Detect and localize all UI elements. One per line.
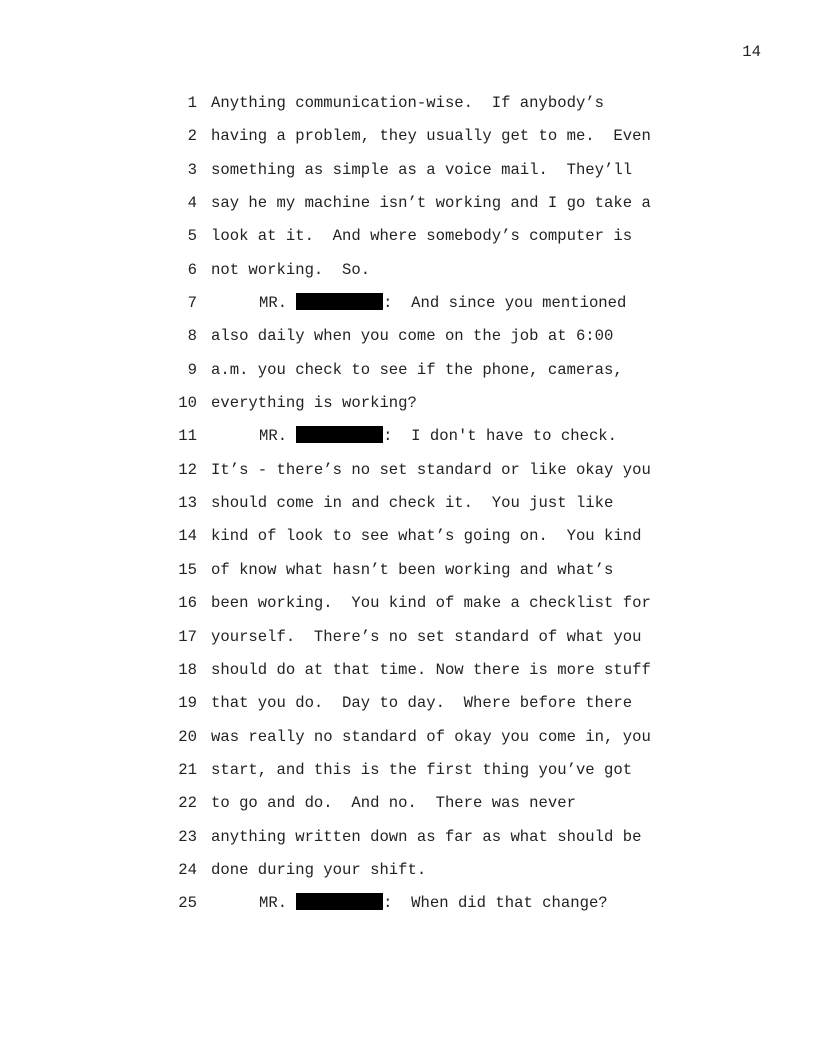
line-text: a.m. you check to see if the phone, cameras, [211,360,623,379]
transcript-line [0,726,816,759]
line-number: 23 [178,827,197,846]
speaker-label: MR. [259,427,288,446]
line-text: anything written down as far as what should be [211,827,642,846]
transcript-line [0,692,816,725]
line-text: : I don't have to check. [383,427,618,446]
transcript-line [0,425,816,458]
line-number: 19 [178,694,197,713]
line-number: 21 [178,760,197,779]
line-text: : And since you mentioned [383,294,627,313]
line-text: Anything communication-wise. If anybody’s [211,94,605,112]
line-number: 11 [178,427,197,446]
line-text: was really no standard of okay you come in, you [211,727,651,746]
transcript-line [0,792,816,825]
transcript-line [0,459,816,492]
line-number: 4 [187,194,197,213]
line-text: kind of look to see what’s going on. You kind [211,527,642,546]
line-number: 12 [178,460,197,479]
line-number: 20 [178,727,197,746]
line-text: yourself. There’s no set standard of what you [211,627,642,646]
transcript-line [0,859,816,892]
line-number: 1 [187,94,197,112]
line-text: start, and this is the first thing you’ve got [211,760,633,779]
redaction-bar [296,893,383,910]
line-text: been working. You kind of make a checklist for [211,594,651,613]
line-number: 22 [178,794,197,813]
transcript-line [0,826,816,859]
line-number: 10 [178,394,197,413]
line-text: not working. So. [211,260,371,279]
transcript-line [0,892,816,925]
line-text: something as simple as a voice mail. They’ll [211,160,633,179]
line-text: It’s - there’s no set standard or like okay you [211,460,651,479]
line-number: 25 [178,894,197,913]
speaker-line [259,892,608,915]
line-text: should come in and check it. You just like [211,494,614,513]
redaction-bar [296,426,383,443]
line-text: : When did that change? [383,894,608,913]
line-text: say he my machine isn’t working and I go take a [211,194,651,213]
line-text: also daily when you come on the job at 6:00 [211,327,614,346]
transcript-line [0,359,816,392]
line-number: 16 [178,594,197,613]
speaker-label: MR. [259,294,288,313]
line-number: 3 [187,160,197,179]
line-text: everything is working? [211,394,417,413]
transcript-line [0,325,816,358]
line-number: 18 [178,660,197,679]
redaction-bar [296,293,383,310]
line-number: 14 [178,527,197,546]
speaker-line [259,292,626,315]
line-text: that you do. Day to day. Where before there [211,694,633,713]
transcript-line [0,125,816,158]
transcript-line [0,492,816,525]
line-number: 13 [178,494,197,513]
transcript-line [0,159,816,192]
line-number: 24 [178,860,197,879]
transcript-body [0,92,816,926]
transcript-line [0,192,816,225]
transcript-line [0,659,816,692]
speaker-label: MR. [259,894,288,913]
line-number: 5 [187,227,197,246]
line-text: done during your shift. [211,860,427,879]
line-number: 8 [187,327,197,346]
transcript-line [0,626,816,659]
transcript-line [0,525,816,558]
line-text: to go and do. And no. There was never [211,794,576,813]
page-number: 14 [742,43,761,61]
line-text: look at it. And where somebody’s computer is [211,227,633,246]
transcript-line [0,92,816,125]
line-text: of know what hasn’t been working and what’s [211,560,614,579]
transcript-line [0,392,816,425]
transcript-line [0,592,816,625]
line-text: should do at that time. Now there is more stuff [211,660,651,679]
transcript-line [0,759,816,792]
line-number: 2 [187,127,197,146]
transcript-line [0,559,816,592]
line-text: having a problem, they usually get to me. Even [211,127,651,146]
line-number: 7 [187,294,197,313]
line-number: 17 [178,627,197,646]
transcript-line [0,292,816,325]
line-number: 6 [187,260,197,279]
line-number: 9 [187,360,197,379]
transcript-line [0,225,816,258]
line-number: 15 [178,560,197,579]
speaker-line [259,425,617,448]
transcript-line [0,259,816,292]
